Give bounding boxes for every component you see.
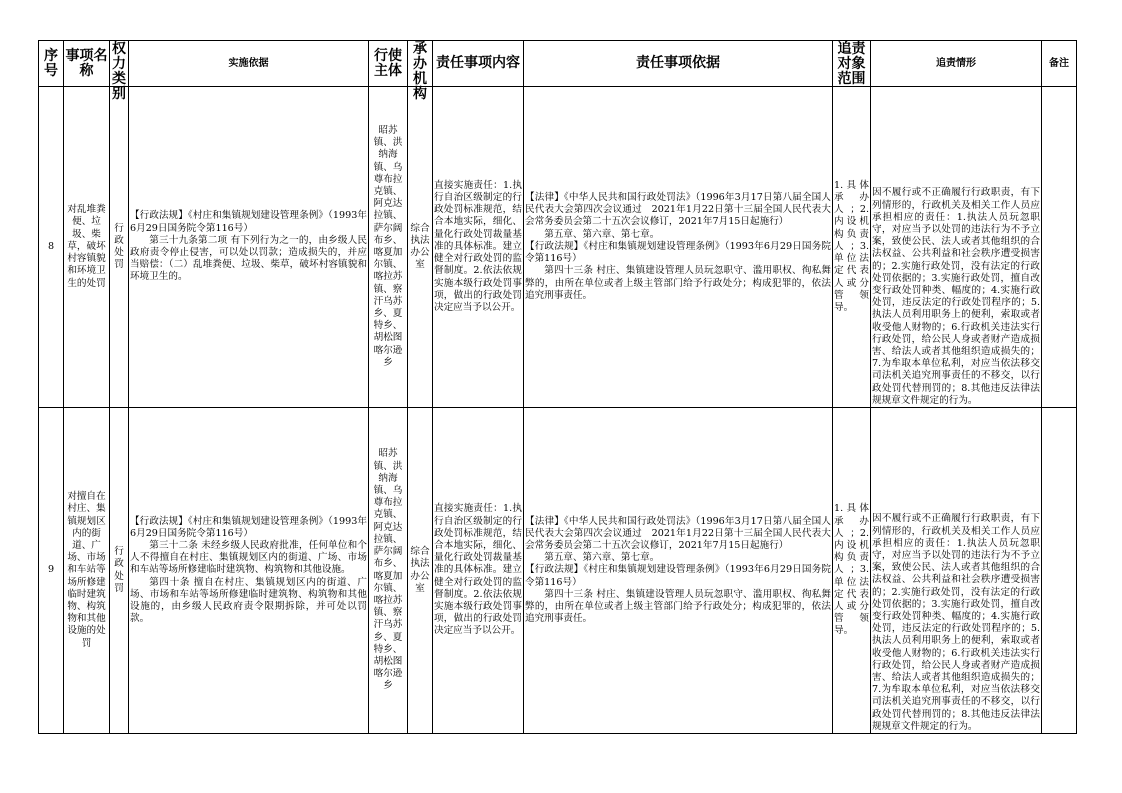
- row-target: 1.具体承办人；2.内设机构负责人；3.单位法定代表人或分管领导。: [833, 408, 871, 734]
- basis-line: 第三十九条第二项 有下列行为之一的，由乡级人民政府责令停止侵害，可以处以罚款；造成损失的，并应当赔偿：（二）乱堆粪便、垃圾、柴草，破坏村容镇貌和环境卫生的。: [130, 234, 367, 283]
- basis-line: 【行政法规】《村庄和集镇规划建设管理条例》（1993年6月29日国务院令第116号）: [130, 515, 367, 539]
- duty-basis-line: 第四十三条 村庄、集镇建设管理人员玩忽职守、滥用职权、徇私舞弊的，由所在单位或者上级主管部门给予行政处分；构成犯罪的，依法追究刑事责任。: [525, 265, 831, 301]
- row-subject: 昭苏镇、洪纳海镇、乌尊布拉克镇、阿克达拉镇、萨尔阔布乡、喀夏加尔镇、喀拉苏镇、察汗乌苏乡、夏特乡、胡松图喀尔逊乡: [369, 408, 408, 734]
- row-subject: 昭苏镇、洪纳海镇、乌尊布拉克镇、阿克达拉镇、萨尔阔布乡、喀夏加尔镇、喀拉苏镇、察汗乌苏乡、夏特乡、胡松图喀尔逊乡: [369, 87, 408, 408]
- row-name: 对乱堆粪便、垃圾、柴草，破坏村容镇貌和环境卫生的处罚: [64, 87, 110, 408]
- row-duty-basis: [524, 408, 833, 734]
- row-situation: 因不履行或不正确履行行政职责，有下列情形的，行政机关及相关工作人员应承担相应的责任：1.执法人员玩忽职守，对应当予以处罚的违法行为不予立案，致使公民、法人或者其他组织的合法权益、公共利益和社会秩序遭受损害的；2.实施行政处罚，没有法定的行政处罚依据的；3.实施行政处罚，擅自改变行政处罚种类、幅度的；4.实施行政处罚，违反法定的行政处罚程序的；5.执法人员利用职务上的便利，索取或者收受他人财物的；6.行政机关违法实行行政处罚，给公民人身或者财产造成损害、给法人或者其他组织造成损失的；7.为牟取本单位私利，对应当依法移交司法机关追究刑事责任的不移交，以行政处罚代替刑罚的；8.其他违反法律法规规章文件规定的行为。: [871, 408, 1042, 734]
- duty-basis-line: 第五章、第六章、第七章。: [544, 228, 660, 240]
- row-duty: 直接实施责任：1.执行自治区级制定的行政处罚标准规范，结合本地实际，细化、量化行政处罚裁量基准的具体标准。建立健全对行政处罚的监督制度。2.依法依规实施本级行政处罚事项，做出的行政处罚决定应当予以公开。: [433, 408, 524, 734]
- row-dept: 综合执法办公室: [408, 408, 433, 734]
- row-name: 对擅自在村庄、集镇规划区内的街道、广场、市场和车站等场所修建临时建筑物、构筑物和其他设施的处罚: [64, 408, 110, 734]
- duty-basis-line: 第四十三条 村庄、集镇建设管理人员玩忽职守、滥用职权、徇私舞弊的，由所在单位或者上级主管部门给予行政处分；构成犯罪的，依法追究刑事责任。: [525, 588, 831, 625]
- row-dept: 综合执法办公室: [408, 87, 433, 408]
- header-subject: 行使主体: [369, 41, 408, 87]
- row-situation: 因不履行或不正确履行行政职责，有下列情形的，行政机关及相关工作人员应承担相应的责任：1.执法人员玩忽职守，对应当予以处罚的违法行为不予立案，致使公民、法人或者其他组织的合法权益、公共利益和社会秩序遭受损害的；2.实施行政处罚，没有法定的行政处罚依据的；3.实施行政处罚，擅自改变行政处罚种类、幅度的；4.实施行政处罚，违反法定的行政处罚程序的；5.执法人员利用职务上的便利，索取或者收受他人财物的；6.行政机关违法实行行政处罚，给公民人身或者财产造成损害、给法人或者其他组织造成损失的；7.为牟取本单位私利，对应当依法移交司法机关追究刑事责任的不移交，以行政处罚代替刑罚的；8.其他违反法律法规规章文件规定的行为。: [871, 87, 1042, 408]
- row-seq: 9: [39, 408, 64, 734]
- row-basis: [129, 408, 369, 734]
- header-type: 权力类别: [110, 41, 129, 87]
- row-duty: 直接实施责任：1.执行自治区级制定的行政处罚标准规范，结合本地实际，细化、量化行政处罚裁量基准的具体标准。建立健全对行政处罚的监督制度。2.依法依规实施本级行政处罚事项，做出的行政处罚决定应当予以公开。: [433, 87, 524, 408]
- header-row: [39, 41, 1077, 87]
- duty-basis-line: 【法律】《中华人民共和国行政处罚法》（1996年3月17日第八届全国人民代表大会第四次会议通过 2021年1月22日第十三届全国人民代表大会常务委员会第二十五次会议修订，2021年7月15日起施行）: [525, 192, 831, 228]
- row-remark: [1042, 87, 1077, 408]
- table-row: [39, 87, 1077, 408]
- table-row: [39, 408, 1077, 734]
- header-duty: 责任事项内容: [433, 41, 524, 87]
- header-situation: 追责情形: [871, 41, 1042, 87]
- row-type: 行政处罚: [110, 408, 129, 734]
- duty-basis-line: 【行政法规】《村庄和集镇规划建设管理条例》（1993年6月29日国务院令第116号）: [525, 240, 831, 265]
- row-duty-basis: [524, 87, 833, 408]
- header-duty-basis: 责任事项依据: [524, 41, 833, 87]
- basis-line: 第四十条 擅自在村庄、集镇规划区内的街道、广场、市场和车站等场所修建临时建筑物、构筑物和其他设施的，由乡级人民政府责令限期拆除，并可处以罚款。: [130, 576, 367, 625]
- basis-line: 第三十二条 未经乡级人民政府批准，任何单位和个人不得擅自在村庄、集镇规划区内的街道、广场、市场和车站等场所修建临时建筑物、构筑物和其他设施。: [130, 539, 367, 576]
- row-basis: [129, 87, 369, 408]
- header-name: 事项名称: [64, 41, 110, 87]
- header-target: 追责对象范围: [833, 41, 871, 87]
- duty-basis-line: 【行政法规】《村庄和集镇规划建设管理条例》（1993年6月29日国务院令第116号）: [525, 564, 831, 588]
- row-remark: [1042, 408, 1077, 734]
- row-type: 行政处罚: [110, 87, 129, 408]
- responsibility-table: [38, 40, 1077, 734]
- duty-basis-line: 第五章、第六章、第七章。: [544, 552, 660, 564]
- header-seq: 序号: [39, 41, 64, 87]
- row-target: 1.具体承办人；2.内设机构负责人；3.单位法定代表人或分管领导。: [833, 87, 871, 408]
- header-remark: 备注: [1042, 41, 1077, 87]
- header-dept: 承办机构: [408, 41, 433, 87]
- duty-basis-line: 【法律】《中华人民共和国行政处罚法》（1996年3月17日第八届全国人民代表大会第四次会议通过 2021年1月22日第十三届全国人民代表大会常务委员会第二十五次会议修订，2021年7月15日起施行）: [525, 515, 831, 551]
- row-seq: 8: [39, 87, 64, 408]
- header-basis: 实施依据: [129, 41, 369, 87]
- basis-line: 【行政法规】《村庄和集镇规划建设管理条例》（1993年6月29日国务院令第116号）: [130, 210, 367, 234]
